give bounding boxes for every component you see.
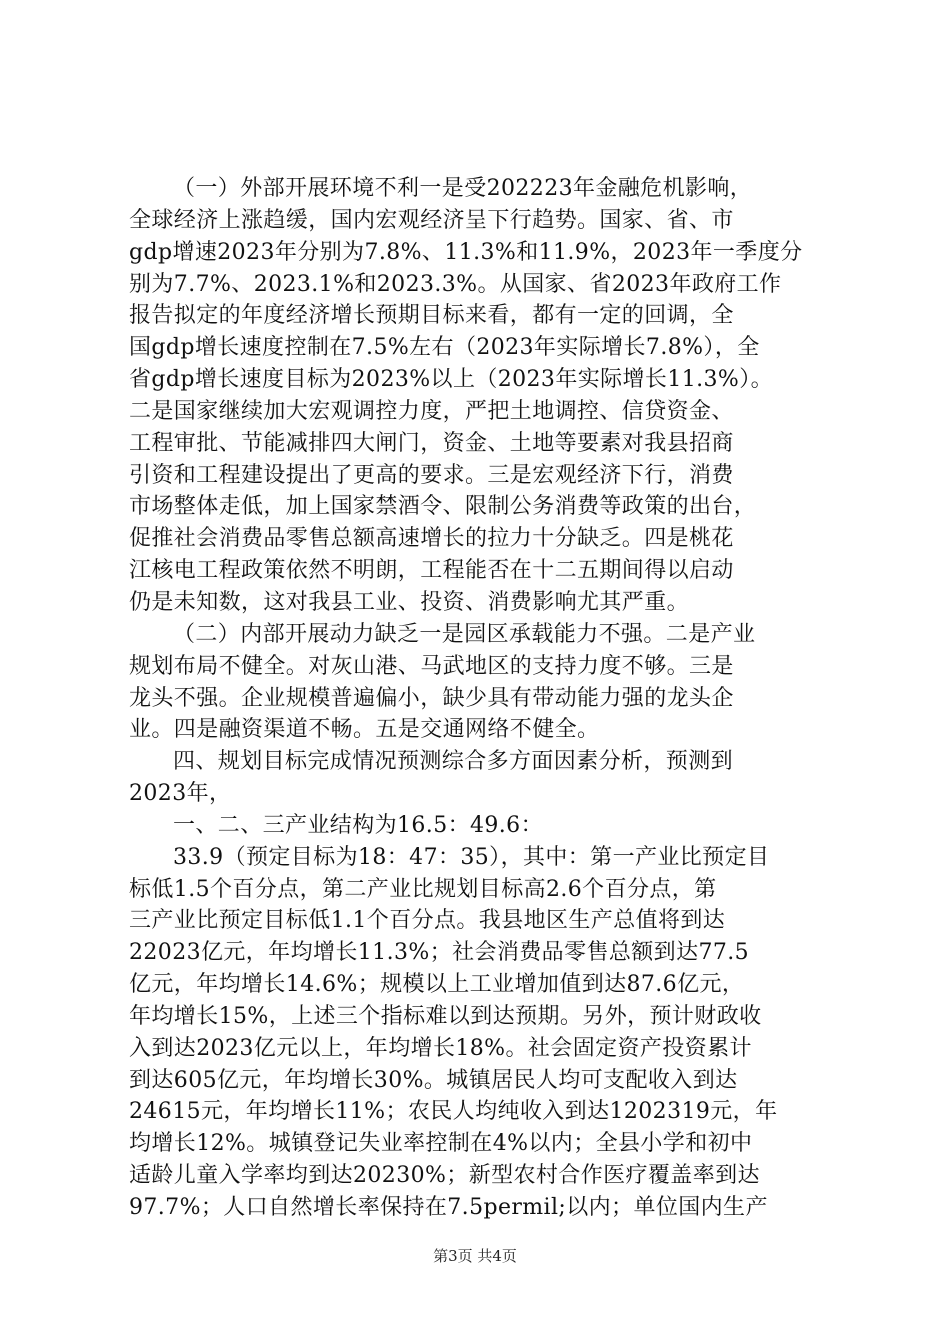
paragraph-line: 仍是未知数，这对我县工业、投资、消费影响尤其严重。 bbox=[129, 589, 690, 615]
paragraph-line: 报告拟定的年度经济增长预期目标来看，都有一定的回调，全 bbox=[129, 303, 734, 329]
paragraph-line: 适龄儿童入学率均到达20230%；新型农村合作医疗覆盖率到达 bbox=[129, 1163, 760, 1189]
paragraph-line: 省gdp增长速度目标为2023%以上（2023年实际增长11.3%）。 bbox=[129, 367, 774, 393]
paragraph-line: 四、规划目标完成情况预测综合多方面因素分析，预测到 bbox=[173, 749, 734, 775]
paragraph-line: 亿元，年均增长14.6%；规模以上工业增加值到达87.6亿元， bbox=[129, 972, 745, 998]
paragraph-line: 业。四是融资渠道不畅。五是交通网络不健全。 bbox=[129, 717, 600, 743]
paragraph-line: 2023年， bbox=[129, 781, 232, 807]
paragraph-line: 全球经济上涨趋缓，国内宏观经济呈下行趋势。国家、省、市 bbox=[129, 207, 734, 233]
paragraph-line: 入到达2023亿元以上，年均增长18%。社会固定资产投资累计 bbox=[129, 1035, 752, 1061]
paragraph-line: 促推社会消费品零售总额高速增长的拉力十分缺乏。四是桃花 bbox=[129, 526, 734, 552]
paragraph-line: 97.7%；人口自然增长率保持在7.5permil;以内；单位国内生产 bbox=[129, 1195, 768, 1220]
paragraph-line: 一、二、三产业结构为16.5：49.6： bbox=[173, 812, 543, 838]
paragraph-line: 三产业比预定目标低1.1个百分点。我县地区生产总值将到达 bbox=[129, 908, 726, 934]
paragraph-line: 工程审批、节能减排四大闸门，资金、土地等要素对我县招商 bbox=[129, 430, 734, 456]
paragraph-line: 到达605亿元，年均增长30%。城镇居民人均可支配收入到达 bbox=[129, 1067, 738, 1093]
paragraph-line: 年均增长15%，上述三个指标难以到达预期。另外，预计财政收 bbox=[129, 1003, 762, 1029]
paragraph-line: 二是国家继续加大宏观调控力度，严把土地调控、信贷资金、 bbox=[129, 398, 734, 424]
paragraph-line: （二）内部开展动力缺乏一是园区承载能力不强。二是产业 bbox=[173, 621, 756, 647]
paragraph-line: 24615元，年均增长11%；农民人均纯收入到达1202319元，年 bbox=[129, 1099, 778, 1125]
paragraph-line: 国gdp增长速度控制在7.5%左右（2023年实际增长7.8%），全 bbox=[129, 335, 760, 361]
paragraph-line: 龙头不强。企业规模普遍偏小，缺少具有带动能力强的龙头企 bbox=[129, 685, 734, 711]
paragraph-line: 市场整体走低，加上国家禁酒令、限制公务消费等政策的出台， bbox=[129, 494, 757, 520]
paragraph-line: 标低1.5个百分点，第二产业比规划目标高2.6个百分点，第 bbox=[129, 876, 717, 902]
paragraph-line: 33.9（预定目标为18：47：35），其中：第一产业比预定目 bbox=[173, 844, 770, 870]
body-text bbox=[129, 173, 839, 1224]
paragraph-line: （一）外部开展环境不利一是受202223年金融危机影响， bbox=[173, 176, 753, 201]
paragraph-line: 别为7.7%、2023.1%和2023.3%。从国家、省2023年政府工作 bbox=[129, 271, 782, 297]
paragraph-line: 江核电工程政策依然不明朗，工程能否在十二五期间得以启动 bbox=[129, 558, 734, 584]
paragraph-line: gdp增速2023年分别为7.8%、11.3%和11.9%，2023年一季度分 bbox=[129, 239, 803, 265]
paragraph-line: 规划布局不健全。对灰山港、马武地区的支持力度不够。三是 bbox=[129, 653, 734, 679]
paragraph-line: 22023亿元，年均增长11.3%；社会消费品零售总额到达77.5 bbox=[129, 940, 750, 966]
paragraph-line: 均增长12%。城镇登记失业率控制在4%以内；全县小学和初中 bbox=[129, 1131, 753, 1157]
page-number-footer: 第3页 共4页 bbox=[433, 1247, 517, 1265]
paragraph-line: 引资和工程建设提出了更高的要求。三是宏观经济下行，消费 bbox=[129, 462, 734, 488]
